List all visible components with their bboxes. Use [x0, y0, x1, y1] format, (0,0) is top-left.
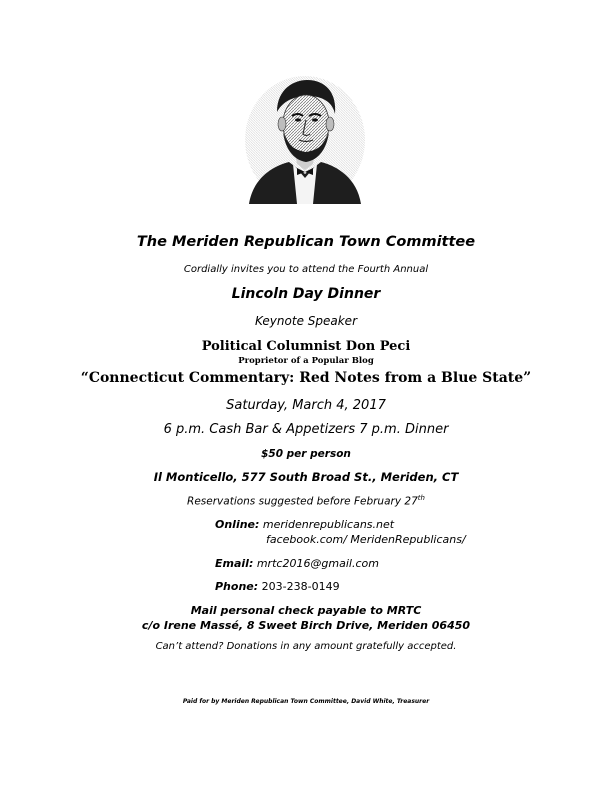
mail-instruction: Mail personal check payable to MRTC: [190, 604, 422, 617]
email-label: Email:: [215, 557, 254, 570]
facebook-link[interactable]: facebook.com/ MeridenRepublicans/: [266, 533, 466, 546]
donation-note: Can’t attend? Donations in any amount gratefully accepted.: [155, 641, 457, 652]
mail-address: c/o Irene Massé, 8 Sweet Birch Drive, Meriden 06450: [141, 619, 471, 632]
phone-label: Phone:: [215, 580, 259, 593]
email-link[interactable]: mrtc2016@gmail.com: [256, 557, 379, 570]
venue-address: Il Monticello, 577 South Broad St., Meriden, CT: [153, 470, 459, 484]
ticket-price: $50 per person: [261, 448, 351, 460]
event-date: Saturday, March 4, 2017: [226, 398, 386, 413]
phone-contact: [215, 580, 340, 593]
event-name: Lincoln Day Dinner: [231, 286, 381, 302]
online-label: Online:: [215, 518, 260, 531]
email-contact: [215, 557, 379, 570]
blog-title: “Connecticut Commentary: Red Notes from a Blue State”: [80, 370, 532, 386]
website-link[interactable]: meridenrepublicans.net: [262, 518, 395, 531]
online-contact: [215, 518, 394, 531]
phone-number: 203-238-0149: [261, 580, 340, 593]
speaker-name: Political Columnist Don Peci: [201, 339, 411, 354]
lincoln-portrait-icon: [243, 74, 367, 204]
event-schedule: 6 p.m. Cash Bar & Appetizers 7 p.m. Dinner: [163, 422, 449, 437]
invitation-text: Cordially invites you to attend the Fourth Annual: [183, 264, 429, 275]
paid-for-footer: Paid for by Meriden Republican Town Committee, David White, Treasurer: [182, 698, 430, 705]
reservation-text: Reservations suggested before February 27: [187, 495, 418, 508]
reservation-date-suffix: th: [417, 494, 425, 502]
committee-title: The Meriden Republican Town Committee: [136, 234, 476, 250]
reservation-note: [0, 494, 612, 508]
keynote-label: Keynote Speaker: [254, 314, 357, 328]
speaker-role: Proprietor of a Popular Blog: [238, 356, 374, 366]
